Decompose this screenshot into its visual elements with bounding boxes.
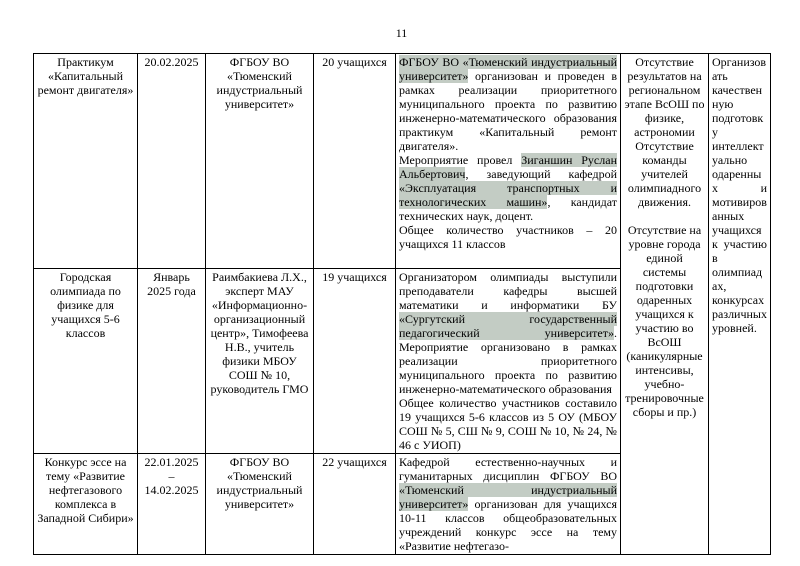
events-report-table <box>33 53 771 555</box>
event-date-cell: 22.01.2025 – 14.02.2025 <box>138 454 206 555</box>
event-date-cell: Январь 2025 года <box>138 269 206 454</box>
participants-count-cell: 19 учащихся <box>314 269 396 454</box>
event-name-cell: Конкурс эссе на тему «Развитие нефтегазового комплекса в Западной Сибири» <box>34 454 138 555</box>
organizer-cell: ФГБОУ ВО «Тюменский индустриальный университет» <box>206 454 314 555</box>
tasks-cell: Организовать качественную подготовку интеллектуально одаренных и мотивированных учащихся к участию в олимпиадах, конкурсах различных уровней. <box>709 54 771 555</box>
organizer-cell: ФГБОУ ВО «Тюменский индустриальный университет» <box>206 54 314 269</box>
organizer-cell: Раимбакиева Л.Х., эксперт МАУ «Информационно-организационный центр», Тимофеева Н.В., учитель физики МБОУ СОШ № 10, руководитель ГМО <box>206 269 314 454</box>
event-date-cell: 20.02.2025 <box>138 54 206 269</box>
problems-cell: Отсутствие результатов на региональном этапе ВсОШ по физике, астрономии Отсутствие команды учителей олимпиадного движения. Отсутствие на уровне города единой системы подготовки одаренных учащихся к участию во ВсОШ (каникулярные интенсивы, учебно-тренировочные сборы и пр.) <box>621 54 709 555</box>
event-name-cell: Практикум «Капитальный ремонт двигателя» <box>34 54 138 269</box>
description-cell: Организатором олимпиады выступили преподаватели кафедры высшей математики и информатики БУ «Сургутский государственный педагогический университет». Мероприятие организовано в рамках реализации приоритетного муниципального проекта по развитию инженерно-математического образования Общее количество участников составило 19 учащихся 5-6 классов из 5 ОУ (МБОУ СОШ № 5, СШ № 9, СОШ № 10, № 24, № 46 с УИОП) <box>396 269 621 454</box>
participants-count-cell: 20 учащихся <box>314 54 396 269</box>
table-row-practicum <box>34 54 771 269</box>
description-cell: ФГБОУ ВО «Тюменский индустриальный университет» организован и проведен в рамках реализации приоритетного муниципального проекта по развитию инженерно-математического образования практикум «Капитальный ремонт двигателя». Мероприятие провел Зиганшин Руслан Альбертович, заведующий кафедрой «Эксплуатация транспортных и технологических машин», кандидат технических наук, доцент. Общее количество участников – 20 учащихся 11 классов <box>396 54 621 269</box>
page-number: 11 <box>395 26 408 40</box>
participants-count-cell: 22 учащихся <box>314 454 396 555</box>
event-name-cell: Городская олимпиада по физике для учащихся 5-6 классов <box>34 269 138 454</box>
description-cell: Кафедрой естественно-научных и гуманитарных дисциплин ФГБОУ ВО «Тюменский индустриальный университет» организован для учащихся 10-11 классов общеобразовательных учреждений конкурс эссе на тему «Развитие нефтегазо- <box>396 454 621 555</box>
